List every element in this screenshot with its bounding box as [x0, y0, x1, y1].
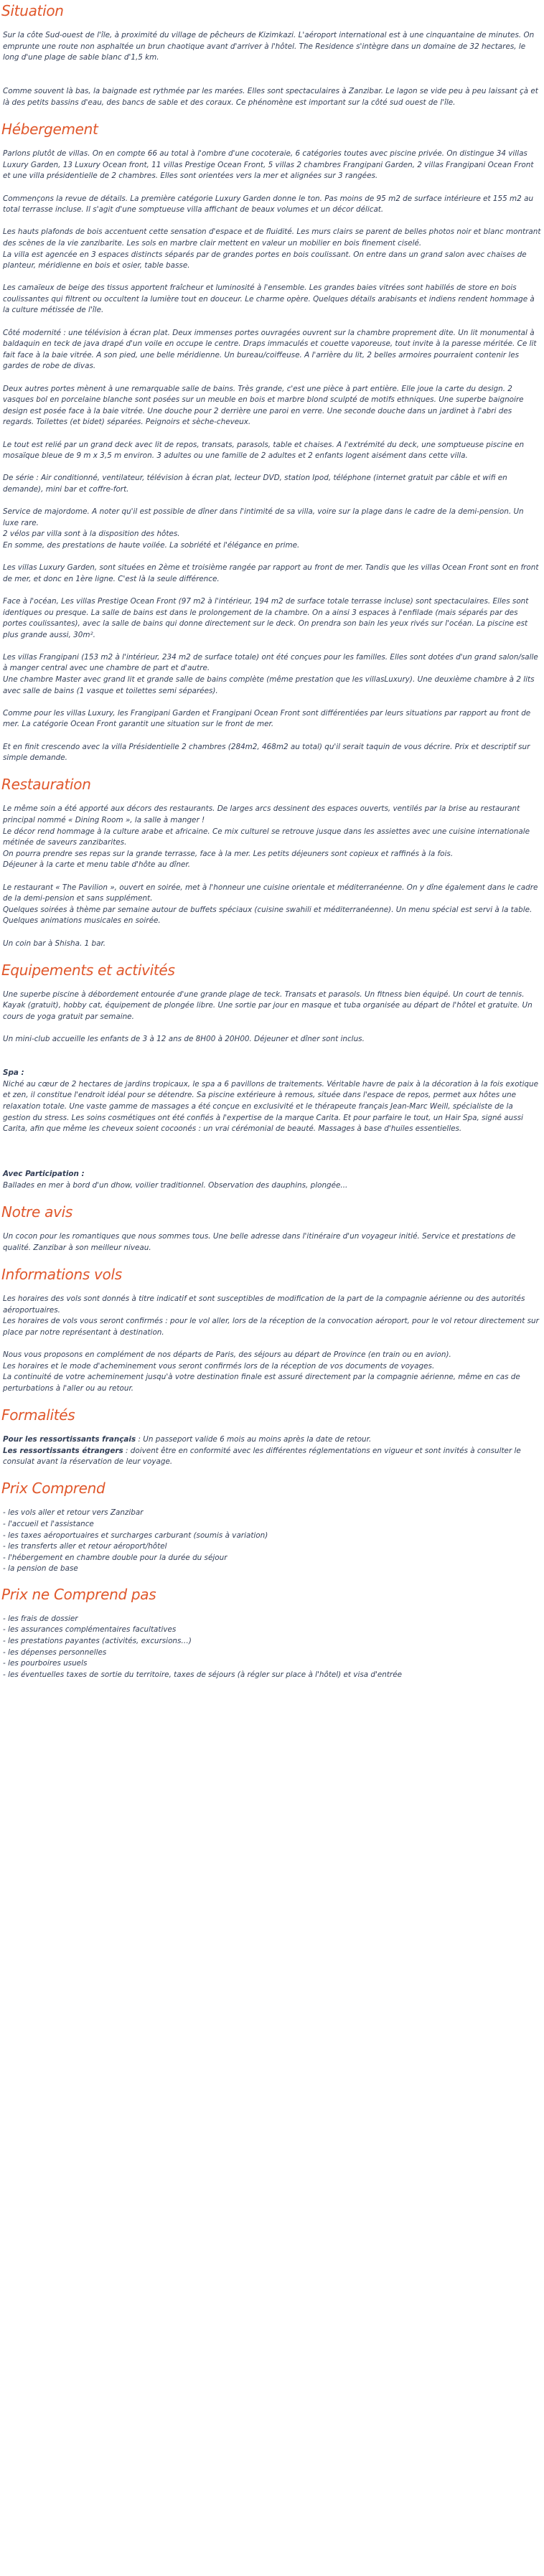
- paragraph: Un cocon pour les romantiques que nous sommes tous. Une belle adresse dans l'itinéraire d'un voyageur initié. Service et prestations de qualité. Zanzibar à son meilleur niveau.: [3, 1232, 516, 1252]
- section-equipements: [0, 961, 544, 1192]
- paragraph: Sur la côte Sud-ouest de l'île, à proximité du village de pêcheurs de Kizimkazi. L'aéroport international est à une cinquantaine de minutes. On emprunte une route non asphaltée un brun chaotique avant d'arriver à l'hôtel. The Residence s'intègre dans un domaine de 32 hectares, le long d'une plage de sable blanc d'1,5 km.: [3, 31, 535, 62]
- paragraph: Un coin bar à Shisha. 1 bar.: [3, 939, 106, 948]
- paragraph: Les villas Frangipani (153 m2 à l'intérieur, 234 m2 de surface totale) ont été conçues pour les familles. Elles sont dotées d'un grand salon/salle à manger central avec une chambre de part et d'autre. Une chambre Master avec grand lit et grande salle de bains complète (même prestation que les villasLuxury). Une deuxième chambre à 2 lits avec salle de bains (1 vasque et toilettes semi séparées).: [3, 652, 538, 695]
- paragraph: Deux autres portes mènent à une remarquable salle de bains. Très grande, c'est une pièce à part entière. Elle joue la carte du design. 2 vasques bol en porcelaine blanche sont posées sur un meuble en bois et marbre blond sculpté de motifs ethniques. Une superbe baignoire design est posée face à la baie vitrée. Une douche pour 2 derrière une paroi en verre. Une seconde douche dans un jardinet à l'abri des regards. Toilettes (et bidet) séparées. Peignoirs et sèche-cheveux.: [3, 384, 524, 427]
- paragraph: Nous vous proposons en complément de nos départs de Paris, des séjours au départ de Province (en train ou en avion). Les horaires et le mode d'acheminement vous seront confirmés lors de la réception de vos documents de voyages. La continuité de votre acheminement jusqu'à votre destination finale est assuré directement par la compagnie aérienne, même en cas de perturbations à l'aller ou au retour.: [3, 1350, 520, 1393]
- list-item: - les dépenses personnelles: [3, 1647, 541, 1659]
- list-item: - les assurances complémentaires facultatives: [3, 1625, 541, 1636]
- section-title-vols: Informations vols: [1, 1266, 122, 1283]
- paragraph: Les horaires des vols sont donnés à titre indicatif et sont susceptibles de modification de la part de la compagnie aérienne ou des autorités aéroportuaires. Les horaires de vols vous seront confirmés : pour le vol aller, lors de la réception de la convocation aéroport, pour le vol retour directement sur place par notre représentant à destination.: [3, 1294, 539, 1337]
- participation-label: Avec Participation :: [3, 1170, 85, 1179]
- section-avis: [0, 1203, 544, 1254]
- section-title-avis: Notre avis: [1, 1203, 72, 1221]
- formalites-et-text: : doivent être en conformité avec les différentes réglementations en vigueur et sont invités à consulter le consulat avant la réservation de leur voyage.: [3, 1446, 521, 1467]
- section-title-prix-comprend: Prix Comprend: [1, 1480, 105, 1498]
- paragraph: Commençons la revue de détails. La première catégorie Luxury Garden donne le ton. Pas moins de 95 m2 de surface intérieure et 155 m2 au total terrasse incluse. Il s'agit d'une somptueuse villa affichant de beaux volumes et un décor délicat.: [3, 194, 534, 215]
- paragraph: Comme pour les villas Luxury, les Frangipani Garden et Frangipani Ocean Front sont différentiées par leurs situations par rapport au front de mer. La catégorie Ocean Front garantit une situation sur le front de mer.: [3, 708, 531, 729]
- section-restauration: [0, 775, 544, 949]
- paragraph: Le même soin a été apporté aux décors des restaurants. De larges arcs dessinent des espaces ouverts, ventilés par la brise au restaurant principal nommé « Dining Room », la salle à manger ! Le décor rend hommage à la culture arabe et africaine. Ce mix culturel se retrouve jusque dans les assiettes avec une cuisine internationale métinée de saveurs zanzibarites. On pourra prendre ses repas sur la grande terrasse, face à la mer. Les petits déjeuners sont copieux et raffinés à la fois. Déjeuner à la carte et menu table d'hôte au dîner.: [3, 804, 530, 870]
- prix-ne-comprend-list: [1, 1614, 543, 1681]
- section-title-restauration: Restauration: [1, 776, 91, 794]
- paragraph: Ballades en mer à bord d'un dhow, voilier traditionnel. Observation des dauphins, plongée...: [3, 1181, 348, 1190]
- section-vols: [0, 1265, 544, 1394]
- section-title-situation: Situation: [1, 2, 64, 19]
- paragraph: Parlons plutôt de villas. On en compte 66 au total à l'ombre d'une cocoteraie, 6 catégories toutes avec piscine privée. On distingue 34 villas Luxury Garden, 13 Luxury Ocean front, 11 villas Prestige Ocean Front, 5 villas 2 chambres Frangipani Garden, 2 villas Frangipani Ocean Front et une villa présidentielle de 2 chambres. Elles sont orientées vers la mer et alignées sur 3 rangées.: [3, 149, 534, 181]
- list-item: - les vols aller et retour vers Zanzibar: [3, 1508, 541, 1519]
- paragraph: Et en finit crescendo avec la villa Présidentielle 2 chambres (284m2, 468m2 au total) qu'il serait taquin de vous décrire. Prix et descriptif sur simple demande.: [3, 742, 530, 763]
- section-title-prix-ne-comprend: Prix ne Comprend pas: [1, 1585, 156, 1603]
- formalites-fr-text: : Un passeport valide 6 mois au moins après la date de retour.: [136, 1434, 372, 1444]
- section-title-formalites: Formalités: [1, 1406, 75, 1424]
- page: [0, 1, 544, 1680]
- list-item: - les transferts aller et retour aéroport/hôtel: [3, 1541, 541, 1553]
- spa-label: Spa :: [3, 1068, 24, 1078]
- section-prix-comprend: [0, 1479, 544, 1575]
- paragraph: Côté modernité : une télévision à écran plat. Deux immenses portes ouvragées ouvrent sur la chambre proprement dite. Un lit monumental à baldaquin en teck de java drapé d'un voile en occupe le centre. Draps immaculés et couette vaporeuse, tout invite à la paresse méritée. Ce lit fait face à la baie vitrée. A son pied, une belle méridienne. Un bureau/coiffeuse. A l'arrière du lit, 2 belles armoires pourraient contenir les gardes de robe de divas.: [3, 328, 537, 371]
- paragraph: Comme souvent là bas, la baignade est rythmée par les marées. Elles sont spectaculaires à Zanzibar. Le lagon se vide peu à peu laissant çà et là des petits bassins d'eau, des bancs de sable et des coraux. Ce phénomène est important sur la côté sud ouest de l'île.: [3, 87, 538, 107]
- list-item: - les taxes aéroportuaires et surcharges carburant (soumis à variation): [3, 1531, 541, 1542]
- list-item: - les éventuelles taxes de sortie du territoire, taxes de séjours (à régler sur place à l'hôtel) et visa d'entrée: [3, 1670, 541, 1681]
- list-item: - l'hébergement en chambre double pour la durée du séjour: [3, 1553, 541, 1564]
- section-title-equipements: Equipements et activités: [1, 961, 175, 979]
- prix-comprend-list: [1, 1508, 543, 1575]
- list-item: - l'accueil et l'assistance: [3, 1519, 541, 1531]
- paragraph: [1, 1434, 543, 1468]
- paragraph: Les camaïeux de beige des tissus apportent fraîcheur et luminosité à l'ensemble. Les grandes baies vitrées sont habillés de store en bois coulissantes qui filtrent ou occultent la lumière tout en douceur. Le charme opère. Quelques détails arabisants et indiens rendent hommage à la culture métissée de l'île.: [3, 283, 535, 315]
- paragraph: De série : Air conditionné, ventilateur, télévision à écran plat, lecteur DVD, station Ipod, téléphone (internet gratuit par câble et wifi en demande), mini bar et coffre-fort.: [3, 474, 507, 494]
- formalites-fr-label: Pour les ressortissants français: [3, 1434, 136, 1444]
- paragraph: Un mini-club accueille les enfants de 3 à 12 ans de 8H00 à 20H00. Déjeuner et dîner sont inclus.: [3, 1035, 365, 1044]
- section-hebergement: [0, 120, 544, 764]
- paragraph: Les villas Luxury Garden, sont situées en 2ème et troisième rangée par rapport au front de mer. Tandis que les villas Ocean Front sont en front de mer, et donc en 1ère ligne. C'est là la seule différence.: [3, 563, 539, 583]
- paragraph: Les hauts plafonds de bois accentuent cette sensation d'espace et de fluidité. Les murs clairs se parent de belles photos noir et blanc montrant des scènes de la vie zanzibarite. Les sols en marbre clair mettent en valeur un mobilier en bois finement ciselé. La villa est agencée en 3 espaces distincts séparés par de grandes portes en bois coulissant. On entre dans un grand salon avec chaises de planteur, méridienne en bois et osier, table basse.: [3, 227, 541, 271]
- section-prix-ne-comprend: [0, 1585, 544, 1681]
- list-item: - les frais de dossier: [3, 1614, 541, 1625]
- paragraph: Le tout est relié par un grand deck avec lit de repos, transats, parasols, table et chaises. A l'extrémité du deck, une somptueuse piscine en mosaïque bleue de 9 m x 3,5 m environ. 3 adultes ou une famille de 2 adultes et 2 enfants logent aisément dans cette villa.: [3, 440, 525, 461]
- section-formalites: [0, 1406, 544, 1468]
- section-title-hebergement: Hébergement: [1, 121, 98, 138]
- paragraph: Niché au cœur de 2 hectares de jardins tropicaux, le spa a 6 pavillons de traitements. Véritable havre de paix à la décoration à la fois exotique et zen, il constitue l'endroit idéal pour se détendre. Sa piscine extérieure à remous, située dans l'espace de repos, permet aux hôtes une relaxation totale. Une vaste gamme de massages a été conçue en exclusivité et le thérapeute français Jean-Marc Weill, spécialiste de la gestion du stress. Les soins cosmétiques ont été confiés à l'expertise de la marque Carita. Et pour parfaire le tout, un Hair Spa, signé aussi Carita, afin que même les cheveux soient cocoonés : un vrai cérémonial de beauté. Massages à base d'huiles essentielles.: [3, 1079, 538, 1134]
- list-item: - les pourboires usuels: [3, 1658, 541, 1670]
- list-item: - la pension de base: [3, 1564, 541, 1575]
- list-item: - les prestations payantes (activités, excursions…): [3, 1636, 541, 1647]
- paragraph: Le restaurant « The Pavilion », ouvert en soirée, met à l'honneur une cuisine orientale et méditerranéenne. On y dîne également dans le cadre de la demi-pension et sans supplément. Quelques soirées à thème par semaine autour de buffets spéciaux (cuisine swahili et méditerranéenne). Un menu spécial est servi à la table. Quelques animations musicales en soirée.: [3, 883, 538, 926]
- paragraph: Une superbe piscine à débordement entourée d'une grande plage de teck. Transats et parasols. Un fitness bien équipé. Un court de tennis. Kayak (gratuit), hobby cat, équipement de plongée libre. Une sortie par jour en masque et tuba organisée au départ de l'hôtel et gratuite. Un cours de yoga gratuit par semaine.: [3, 989, 533, 1021]
- paragraph: Service de majordome. A noter qu'il est possible de dîner dans l'intimité de sa villa, voire sur la plage dans le cadre de la demi-pension. Un luxe rare. 2 vélos par villa sont à la disposition des hôtes. En somme, des prestations de haute voilée. La sobriété et l'élégance en prime.: [3, 507, 524, 550]
- section-situation: [0, 1, 544, 109]
- paragraph: Face à l'océan, Les villas Prestige Ocean Front (97 m2 à l'intérieur, 194 m2 de surface totale terrasse incluse) sont spectaculaires. Elles sont identiques ou presque. La salle de bains est dans le prolongement de la chambre. On a ainsi 3 espaces à l'enfilade (mais séparés par des portes coulissantes), avec la salle de bains qui donne directement sur le deck. On prendra son bain les yeux rivés sur l'océan. La piscine est plus grande aussi, 30m².: [3, 596, 529, 639]
- formalites-et-label: Les ressortissants étrangers: [3, 1446, 123, 1455]
